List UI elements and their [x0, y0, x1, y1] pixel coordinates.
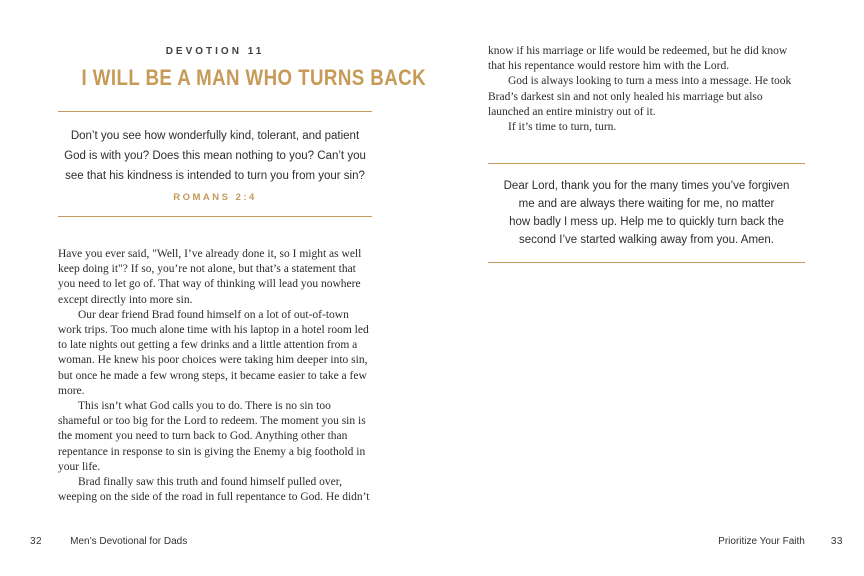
prayer-line: second I’ve started walking away from you. Amen.	[518, 234, 775, 247]
body-text-right	[488, 44, 805, 135]
body-paragraph: know if his marriage or life would be redeemed, but he did know that his repentance would restore him with the Lord.	[488, 45, 788, 73]
body-paragraph: Our dear friend Brad found himself on a lot of out-of-town work trips. Too much alone time with his laptop in a hotel room led to late nights out getting a few drinks and a little attention from a woman. He knew his poor choices were taking him deeper into sin, but once he made a few wrong steps, it became easier to take a few more.	[58, 308, 369, 397]
scripture-reference: ROMANS 2:4	[173, 192, 257, 203]
prayer-line: me and are always there waiting for me, no matter	[518, 198, 775, 211]
gold-rule-under-reference	[58, 216, 372, 217]
right-page	[432, 0, 864, 576]
footer-left	[30, 536, 187, 547]
epigraph-line: God is with you? Does this mean nothing to you? Can’t you	[64, 150, 366, 162]
page-number-left: 32	[30, 536, 43, 547]
section-title-footer: Prioritize Your Faith	[718, 536, 805, 547]
book-title-footer: Men’s Devotional for Dads	[70, 536, 188, 547]
footer-right	[718, 536, 843, 547]
chapter-title: I WILL BE A MAN WHO TURNS BACK	[81, 65, 427, 90]
devotion-label: DEVOTION 11	[165, 46, 265, 57]
body-paragraph: If it’s time to turn, turn.	[508, 121, 617, 134]
body-paragraph: Have you ever said, "Well, I’ve already done it, so I might as well keep doing it"? If so, you’re not alone, but that’s a statement that you need to let go of. That way of thinking will lead you nowhere except directly into more sin.	[58, 248, 362, 306]
epigraph-line: Don’t you see how wonderfully kind, tolerant, and patient	[70, 130, 360, 142]
body-paragraph: God is always looking to turn a mess into a message. He took Brad’s darkest sin and not only healed his marriage but also launched an entire ministry out of it.	[488, 75, 792, 118]
closing-prayer	[488, 177, 805, 249]
body-text-left	[58, 247, 372, 505]
prayer-line: Dear Lord, thank you for the many times you’ve forgiven	[503, 180, 790, 193]
epigraph-quote	[58, 126, 372, 186]
gold-rule-above-prayer	[488, 163, 805, 164]
prayer-line: how badly I mess up. Help me to quickly turn back the	[509, 216, 784, 229]
body-paragraph: Brad finally saw this truth and found himself pulled over, weeping on the side of the road in full repentance to God. He didn’t	[58, 476, 370, 504]
gold-rule-under-title	[58, 111, 372, 112]
page-number-right: 33	[830, 536, 843, 547]
gold-rule-below-prayer	[488, 262, 805, 263]
epigraph-line: see that his kindness is intended to turn you from your sin?	[65, 170, 365, 182]
body-paragraph: This isn’t what God calls you to do. There is no sin too shameful or too big for the Lord to redeem. The moment you sin is the moment you need to turn back to God. Anything other than repentance in response to sin is giving the Enemy a big foothold in your life.	[58, 400, 366, 473]
